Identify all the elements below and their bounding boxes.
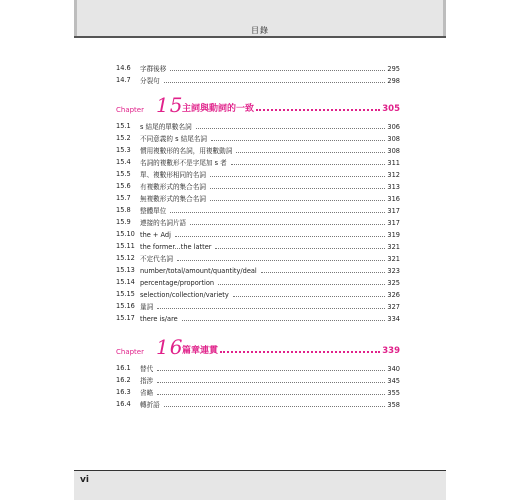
header-bar: [74, 0, 446, 38]
entry-page: 321: [387, 243, 400, 251]
dot-leader: [261, 264, 386, 273]
footer-page-number: vi: [80, 475, 89, 485]
entry-title: 連接的名詞片語: [140, 219, 187, 227]
toc-entry[interactable]: [116, 180, 400, 192]
entry-page: 298: [387, 77, 400, 85]
chapter-word: Chapter: [116, 106, 144, 114]
entry-number: 15.14: [116, 278, 135, 286]
entry-page: 327: [387, 303, 400, 311]
chapter-word: Chapter: [116, 348, 144, 356]
toc-entry[interactable]: [116, 288, 400, 300]
toc-entry[interactable]: [116, 156, 400, 168]
entry-title: 整體單位: [140, 207, 167, 215]
toc-entry[interactable]: [116, 120, 400, 132]
chapter-title: 主詞與動詞的一致: [182, 104, 255, 114]
entry-page: 345: [387, 377, 400, 385]
entry-title: 省略: [140, 389, 154, 397]
entry-number: 16.1: [116, 364, 131, 372]
entry-page: 317: [387, 219, 400, 227]
toc-entry[interactable]: [116, 74, 400, 86]
entry-number: 15.6: [116, 182, 131, 190]
dot-leader: [170, 204, 385, 213]
entry-number: 15.2: [116, 134, 131, 142]
dot-leader: [210, 192, 385, 201]
dot-leader: [215, 240, 385, 249]
dot-leader: [157, 300, 385, 309]
toc-entry[interactable]: [116, 240, 400, 252]
entry-number: 16.3: [116, 388, 131, 396]
chapter-number: 16: [156, 335, 184, 359]
entry-number: 15.9: [116, 218, 131, 226]
entry-title: 有複數形式的集合名詞: [140, 183, 206, 191]
entry-page: 319: [387, 231, 400, 239]
dot-leader: [157, 362, 385, 371]
entry-number: 16.2: [116, 376, 131, 384]
entry-title: 慣用複數形的名詞，用複數動詞: [140, 147, 233, 155]
entry-title: there is/are: [140, 315, 178, 323]
entry-number: 15.8: [116, 206, 131, 214]
entry-page: 316: [387, 195, 400, 203]
entry-number: 15.16: [116, 302, 135, 310]
entry-number: 15.5: [116, 170, 131, 178]
entry-title: 單、複數形相同的名詞: [140, 171, 206, 179]
toc-entry[interactable]: [116, 312, 400, 324]
toc-entry[interactable]: [116, 386, 400, 398]
chapter-dot-leader: [220, 345, 380, 353]
entry-page: 295: [387, 65, 400, 73]
entry-page: 321: [387, 255, 400, 263]
toc-entry[interactable]: [116, 398, 400, 410]
entry-title: s 結尾的單數名詞: [140, 123, 192, 131]
entry-title: 不定代名詞: [140, 255, 173, 263]
entry-page: 308: [387, 135, 400, 143]
entry-number: 15.4: [116, 158, 131, 166]
entry-page: 358: [387, 401, 400, 409]
toc-entry[interactable]: [116, 192, 400, 204]
entry-title: 轉折語: [140, 401, 160, 409]
chapter-15-heading[interactable]: [116, 93, 400, 118]
header-title: 目錄: [251, 26, 269, 35]
entry-page: 311: [387, 159, 400, 167]
toc-entry[interactable]: [116, 216, 400, 228]
entry-number: 14.6: [116, 64, 131, 72]
toc-entry[interactable]: [116, 168, 400, 180]
entry-page: 308: [387, 147, 400, 155]
entry-title: 不同意義的 s 結尾名詞: [140, 135, 207, 143]
toc-entry[interactable]: [116, 228, 400, 240]
dot-leader: [210, 168, 385, 177]
toc-entry[interactable]: [116, 144, 400, 156]
entry-page: 306: [387, 123, 400, 131]
dot-leader: [157, 386, 385, 395]
dot-leader: [210, 180, 385, 189]
toc-entry[interactable]: [116, 374, 400, 386]
entry-title: 分裂句: [140, 77, 160, 85]
entry-title: number/total/amount/quantity/deal: [140, 267, 257, 275]
entry-number: 16.4: [116, 400, 131, 408]
entry-number: 14.7: [116, 76, 131, 84]
entry-number: 15.10: [116, 230, 135, 238]
dot-leader: [190, 216, 385, 225]
dot-leader: [157, 374, 385, 383]
dot-leader: [170, 62, 385, 71]
chapter-page: 305: [382, 104, 400, 114]
dot-leader: [231, 156, 386, 165]
entry-page: 313: [387, 183, 400, 191]
dot-leader: [211, 132, 385, 141]
dot-leader: [218, 276, 385, 285]
dot-leader: [233, 288, 386, 297]
dot-leader: [177, 252, 385, 261]
toc-entry[interactable]: [116, 276, 400, 288]
toc-entry[interactable]: [116, 132, 400, 144]
entry-title: the + Adj: [140, 231, 171, 239]
dot-leader: [164, 398, 386, 407]
entry-number: 15.3: [116, 146, 131, 154]
entry-title: 指涉: [140, 377, 154, 385]
toc-entry[interactable]: [116, 300, 400, 312]
entry-title: selection/collection/variety: [140, 291, 229, 299]
entry-page: 317: [387, 207, 400, 215]
entry-page: 355: [387, 389, 400, 397]
entry-title: 量詞: [140, 303, 154, 311]
dot-leader: [196, 120, 386, 129]
toc-entry[interactable]: [116, 252, 400, 264]
entry-page: 312: [387, 171, 400, 179]
footer-bar: [74, 470, 446, 500]
entry-page: 326: [387, 291, 400, 299]
chapter-page: 339: [382, 346, 400, 356]
toc-entry[interactable]: [116, 362, 400, 374]
dot-leader: [175, 228, 385, 237]
entry-title: 替代: [140, 365, 154, 373]
toc-entry[interactable]: [116, 264, 400, 276]
entry-title: 無複數形式的集合名詞: [140, 195, 206, 203]
chapter-16-heading[interactable]: [116, 335, 400, 360]
entry-title: 字群後移: [140, 65, 167, 73]
chapter-dot-leader: [256, 103, 380, 111]
entry-page: 340: [387, 365, 400, 373]
dot-leader: [182, 312, 386, 321]
entry-title: 名詞的複數形不是字尾加 s 者: [140, 159, 227, 167]
entry-page: 334: [387, 315, 400, 323]
entry-number: 15.1: [116, 122, 131, 130]
toc-entry[interactable]: [116, 62, 400, 74]
entry-number: 15.15: [116, 290, 135, 298]
chapter-title: 篇章連貫: [182, 346, 219, 356]
entry-page: 325: [387, 279, 400, 287]
entry-title: percentage/proportion: [140, 279, 215, 287]
entry-number: 15.13: [116, 266, 135, 274]
toc-entry[interactable]: [116, 204, 400, 216]
entry-number: 15.7: [116, 194, 131, 202]
entry-number: 15.12: [116, 254, 135, 262]
dot-leader: [164, 74, 386, 83]
entry-number: 15.17: [116, 314, 135, 322]
entry-number: 15.11: [116, 242, 135, 250]
dot-leader: [236, 144, 385, 153]
chapter-number: 15: [156, 93, 184, 117]
entry-page: 323: [387, 267, 400, 275]
entry-title: the former...the latter: [140, 243, 212, 251]
